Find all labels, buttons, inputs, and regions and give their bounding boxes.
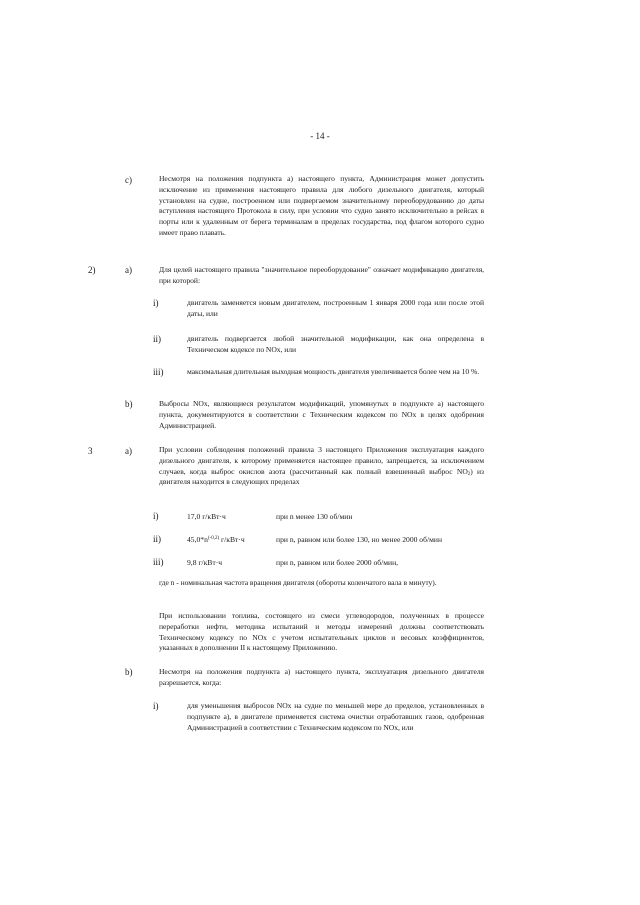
item-label-2a: a) (125, 265, 132, 275)
paragraph-3b-i: для уменьшения выбросов NOx на судне по меньшей мере до пределов, установленных в подпункте а), в двигателе применяется система очистки отработавших газов, одобренная Администрацией в соответствии с Техническим кодексом по NOx, или (187, 701, 484, 732)
section-number-2: 2) (88, 265, 96, 275)
limit-condition-iii: при n, равном или более 2000 об/мин, (276, 558, 399, 567)
item-label-c: c) (125, 175, 132, 185)
paragraph-2a-i: двигатель заменяется новым двигателем, построенным 1 января 2000 года или после этой даты, или (187, 298, 484, 318)
paragraph-3a (159, 445, 484, 488)
limit-value-iii: 9,8 г/кВт·ч (187, 558, 223, 567)
paragraph-fuel: При использовании топлива, состоящего из смеси углеводородов, полученных в процессе переработки нефти, методика испытаний и методы измерений должны соответствовать Техническому кодексу по NOx с учетом испытательных циклов и весовых коэффициентов, указанных в дополнении II к настоящему Приложению. (159, 611, 484, 653)
paragraph-2a-ii: двигатель подвергается любой значительной модификации, как она определена в Техническом кодексе по NOx, или (187, 334, 484, 354)
paragraph-3a-text-1: При условии соблюдения положений правила 3 настоящего Приложения эксплуатация каждого дизельного двигателя, к которому применяется настоящее правило, запрещается, за исключением случаев, когда выброс окислов азота (рассчитанный как полный взвешенный выброс NO (159, 445, 484, 476)
item-label-3b: b) (125, 667, 133, 677)
paragraph-3a-text-2: ) из двигателя находится в следующих пределах (159, 466, 484, 487)
item-label-2b: b) (125, 399, 133, 409)
limit-value-ii-exponent: (-0,2) (207, 536, 220, 541)
limit-value-ii-unit: г/кВт·ч (219, 535, 245, 544)
paragraph-where-n: где n - номинальная частота вращения двигателя (обороты коленчатого вала в минуту). (159, 578, 437, 587)
paragraph-2a: Для целей настоящего правила "значительное переоборудование" означает модификацию двигателя, при которой: (159, 265, 484, 285)
limit-condition-ii: при n, равном или более 130, но менее 2000 об/мин (276, 535, 443, 544)
section-number-3: 3 (88, 446, 93, 456)
limit-value-ii-base: 45,0*n (187, 535, 208, 544)
paragraph-2b: Выбросы NOx, являющиеся результатом модификаций, упомянутых в подпункте а) настоящего пункта, документируются в соответствии с Техническим кодексом по NOx в целях одобрения Администрацией. (159, 399, 484, 430)
paragraph-c: Несмотря на положения подпункта а) настоящего пункта, Администрация может допустить исключение из применения настоящего правила для любого дизельного двигателя, который установлен на судне, построенном или подвергаемом значительному переоборудованию до даты вступления настоящего Протокола в силу, при условии что судно занято исключительно в рейсах в порты или к удаленным от берега терминалам в пределах государства, под флагом которого судно имеет право плавать. (159, 174, 484, 237)
item-label-3b-i: i) (153, 701, 159, 711)
item-label-2a-ii: ii) (153, 334, 161, 344)
limit-label-ii: ii) (153, 534, 161, 544)
paragraph-2a-iii: максимальная длительная выходная мощность двигателя увеличивается более чем на 10 %. (187, 367, 480, 376)
limit-condition-i: при n менее 130 об/мин (276, 512, 353, 521)
limit-label-i: i) (153, 511, 159, 521)
item-label-2a-iii: iii) (153, 367, 164, 377)
limit-label-iii: iii) (153, 557, 164, 567)
limit-value-i: 17,0 г/кВт·ч (187, 512, 226, 521)
page-number: - 14 - (310, 131, 330, 141)
item-label-2a-i: i) (153, 298, 159, 308)
item-label-3a: a) (125, 446, 132, 456)
paragraph-3b: Несмотря на положения подпункта а) настоящего пункта, эксплуатация дизельного двигателя разрешается, когда: (159, 667, 484, 687)
limit-value-ii (187, 535, 245, 544)
no2-subscript: 2 (467, 471, 471, 477)
